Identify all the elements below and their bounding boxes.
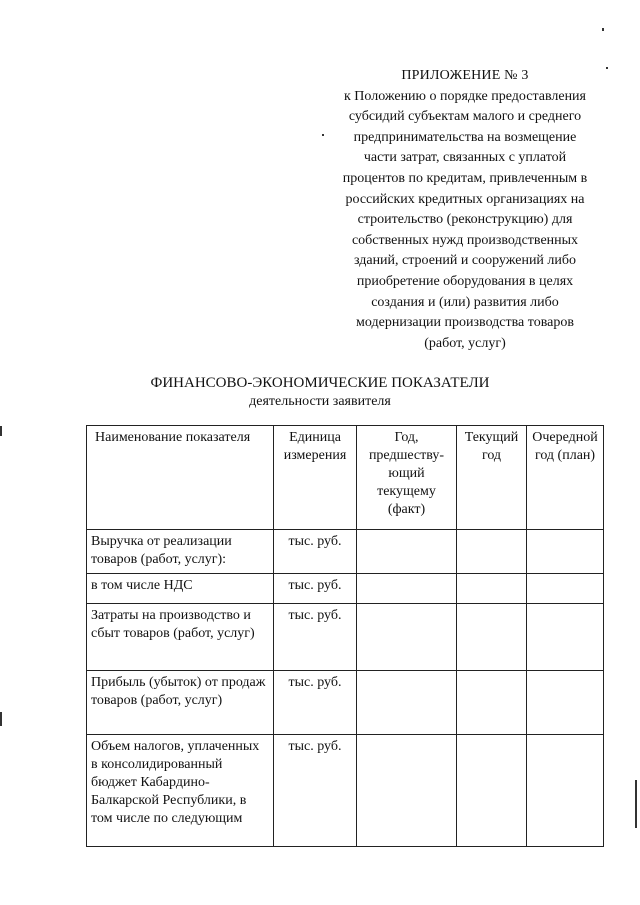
appendix-line: (работ, услуг) (424, 335, 506, 351)
appendix-line: субсидий субъектам малого и среднего (348, 109, 582, 125)
row-unit: тыс. руб. (274, 735, 357, 847)
appendix-line: зданий, строений и сооружений либо (353, 253, 577, 269)
row-indicator-name: Объем налогов, уплаченных в консолидированный бюджет Кабардино-Балкарской Республики, в том числе по следующим (87, 735, 274, 847)
header-next-year: Очередной год (план) (527, 426, 604, 530)
table-row (87, 671, 604, 735)
table-row (87, 530, 604, 574)
row-indicator-name: Прибыль (убыток) от продаж товаров (работ, услуг) (87, 671, 274, 735)
row-unit: тыс. руб. (274, 574, 357, 604)
header-unit: Единица измерения (274, 426, 357, 530)
appendix-header: ПРИЛОЖЕНИЕ № 3 (401, 68, 529, 83)
scan-mark (635, 780, 637, 828)
scan-mark (0, 426, 2, 436)
row-indicator-name: в том числе НДС (87, 574, 274, 604)
appendix-line: создания и (или) развития либо (371, 294, 559, 310)
row-unit: тыс. руб. (274, 604, 357, 671)
cell-next-year (527, 671, 604, 735)
cell-next-year (527, 574, 604, 604)
scan-mark (0, 712, 2, 726)
cell-current-year (457, 604, 527, 671)
cell-previous-year (357, 530, 457, 574)
header-previous-year: Год, предшеству-ющий текущему (факт) (357, 426, 457, 530)
scan-mark (606, 67, 608, 69)
table-row (87, 735, 604, 847)
appendix-line: процентов по кредитам, привлеченным в (342, 170, 588, 186)
cell-current-year (457, 671, 527, 735)
table-row (87, 604, 604, 671)
cell-next-year (527, 604, 604, 671)
cell-current-year (457, 530, 527, 574)
document-title (60, 374, 580, 410)
title-subtitle: деятельности заявителя (249, 394, 391, 409)
appendix-block (300, 66, 630, 354)
cell-next-year (527, 530, 604, 574)
scan-mark (602, 28, 604, 31)
title-main: ФИНАНСОВО-ЭКОНОМИЧЕСКИЕ ПОКАЗАТЕЛИ (150, 375, 490, 391)
header-indicator-name: Наименование показателя (87, 426, 274, 530)
row-unit: тыс. руб. (274, 530, 357, 574)
appendix-line: части затрат, связанных с уплатой (363, 150, 567, 166)
cell-previous-year (357, 735, 457, 847)
appendix-line: предпринимательства на возмещение (353, 129, 577, 145)
cell-previous-year (357, 671, 457, 735)
row-indicator-name: Выручка от реализации товаров (работ, услуг): (87, 530, 274, 574)
appendix-line: российских кредитных организациях на (345, 191, 585, 207)
appendix-line: собственных нужд производственных (351, 232, 579, 248)
appendix-line: к Положению о порядке предоставления (344, 88, 586, 104)
row-unit: тыс. руб. (274, 671, 357, 735)
table-row (87, 574, 604, 604)
cell-next-year (527, 735, 604, 847)
table-header-row (87, 426, 604, 530)
appendix-line: модернизации производства товаров (356, 315, 574, 331)
appendix-line: строительство (реконструкцию) для (357, 212, 573, 228)
header-current-year: Текущий год (457, 426, 527, 530)
appendix-line: приобретение оборудования в целях (356, 273, 574, 289)
row-indicator-name: Затраты на производство и сбыт товаров (работ, услуг) (87, 604, 274, 671)
cell-current-year (457, 735, 527, 847)
cell-previous-year (357, 574, 457, 604)
cell-current-year (457, 574, 527, 604)
scan-mark (322, 134, 324, 136)
cell-previous-year (357, 604, 457, 671)
financial-indicators-table (86, 425, 604, 847)
